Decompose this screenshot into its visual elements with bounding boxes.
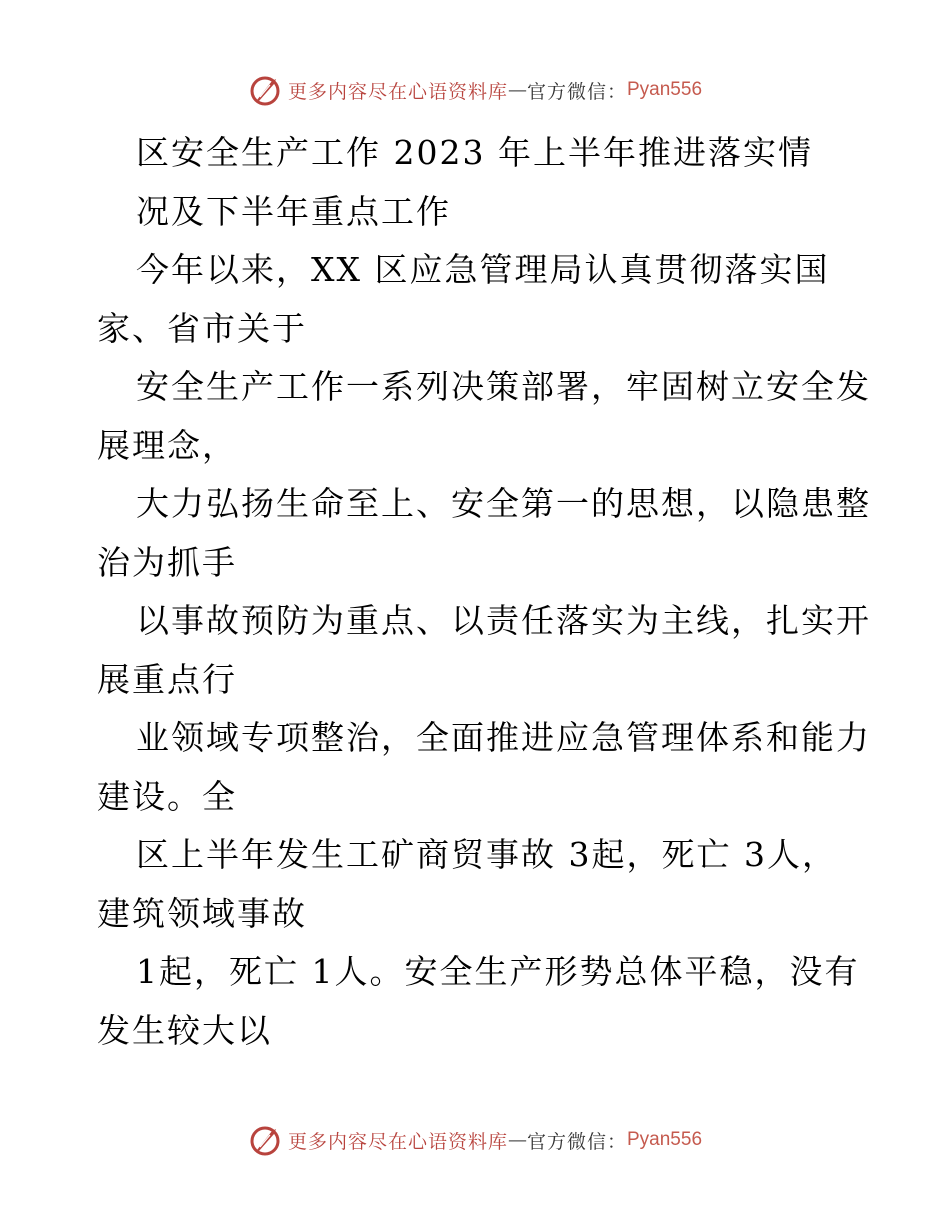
text-line: 况及下半年重点工作 — [136, 191, 451, 231]
text-line: 展理念， — [97, 425, 237, 465]
text-line: 区上半年发生工矿商贸事故 3起，死亡 3人， — [136, 835, 837, 874]
text-line: 安全生产工作一系列决策部署，牢固树立安全发 — [136, 367, 871, 406]
text-line: 发生较大以 — [97, 1010, 272, 1050]
text-line: 建筑领域事故 — [97, 893, 307, 933]
footer-banner — [0, 1120, 950, 1160]
banner-wechat-label: 官方微信： — [526, 1130, 627, 1153]
text-line: 大力弘扬生命至上、安全第一的思想，以隐患整 — [136, 484, 871, 523]
banner-site-text: 更多内容尽在心语资料库 — [287, 1130, 508, 1153]
text-line: 建设。全 — [97, 776, 237, 816]
banner-dash: — — [507, 1129, 527, 1151]
quill-logo-icon — [248, 1123, 282, 1157]
text-line: 家、省市关于 — [97, 308, 307, 348]
text-line: 治为抓手 — [97, 542, 237, 582]
text-line: 今年以来，XX 区应急管理局认真贯彻落实国 — [136, 250, 830, 289]
text-line: 业领域专项整治，全面推进应急管理体系和能力 — [136, 718, 871, 757]
banner-wechat-id: Pyan556 — [627, 1129, 703, 1150]
banner-site-text: 更多内容尽在心语资料库 — [287, 80, 508, 103]
banner-dash: — — [507, 79, 527, 101]
quill-logo-icon — [248, 73, 282, 107]
document-body — [0, 124, 950, 1060]
text-line: 展重点行 — [97, 659, 237, 699]
banner-wechat-id: Pyan556 — [627, 79, 703, 100]
text-line: 区安全生产工作 2023 年上半年推进落实情 — [136, 133, 813, 172]
text-line: 以事故预防为重点、以责任落实为主线，扎实开 — [136, 601, 871, 640]
text-line: 1起，死亡 1人。安全生产形势总体平稳，没有 — [136, 952, 860, 991]
header-banner — [0, 70, 950, 110]
banner-wechat-label: 官方微信： — [526, 80, 627, 103]
